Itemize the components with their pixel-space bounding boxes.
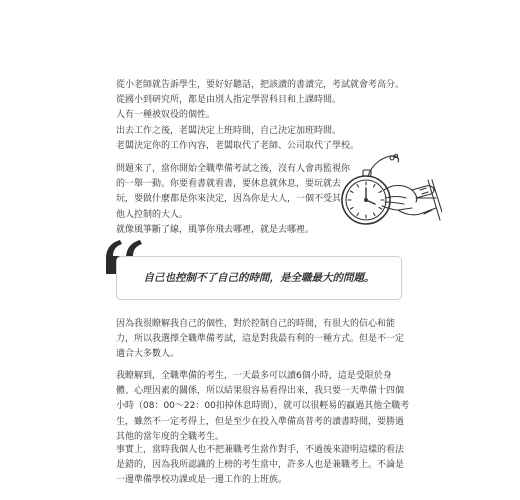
text-line: 適合大多數人。 [116, 349, 180, 360]
text-line: 是錯的，因為我所認識的上榜的考生當中，許多人也是兼職考上。不論是 [116, 460, 405, 471]
paragraph-choice [116, 317, 404, 363]
text-line: 生，雖然不一定考得上，但是至少在投入準備高普考的讀書時間，要勝過 [116, 416, 405, 427]
pocket-watch-illustration [332, 150, 442, 240]
paragraph-intro [116, 78, 404, 154]
text-line: 力，所以我選擇全職準備考試，這是對我最有利的一種方式。但是不一定 [116, 334, 405, 345]
text-line: 體、心理因素的關係，所以結果很容易看得出來，我只要一天準備十四個 [116, 386, 405, 397]
paragraph-study-hours [116, 369, 409, 445]
text-line: 從小老師就告訴學生，要好好聽話，把該讀的書讀完，考試就會考高分。 [116, 80, 405, 90]
text-line: 玩，要做什麼都是你來決定，因為你是大人，一個不受其 [116, 194, 342, 205]
text-line: 的一舉一動。你要看書就看書，要休息就休息，要玩就去 [116, 179, 342, 190]
text-line: 一邊準備學校功課或是一邊工作的上班族。 [116, 475, 288, 486]
text-line: 小時（08：00～22：00扣掉休息時間），就可以很輕易的贏過其他全職考 [116, 401, 410, 412]
text-line: 出去工作之後，老闆決定上班時間，自己決定加班時間。 [116, 125, 342, 136]
text-line: 我瞭解到，全職準備的考生，一天最多可以讀6個小時，這是受限於身 [116, 371, 392, 381]
paragraph-part-time [116, 443, 404, 489]
text-line: 老闆決定你的工作內容，老闆取代了老師、公司取代了學校。 [116, 140, 360, 151]
text-line: 事實上，當時我個人也不把兼職考生當作對手，不過後來證明這樣的看法 [116, 445, 405, 455]
text-line: 因為我很瞭解我自己的個性，對於控制自己的時間，有很大的信心和能 [116, 319, 396, 329]
pull-quote-text: 自己也控制不了自己的時間，是全職最大的問題。 [143, 272, 375, 284]
text-line: 人有一種被奴役的個性。 [116, 110, 216, 121]
text-line: 其他的當年度的全職考生。 [116, 431, 225, 442]
pull-quote-box [116, 256, 402, 300]
text-line: 從國小到研究所，都是由別人指定學習科目和上課時間。 [116, 95, 342, 106]
text-line: 就像風箏斷了線，風箏你飛去哪裡，就是去哪裡。 [116, 224, 315, 235]
text-line: 他人控制的大人。 [116, 209, 189, 220]
text-line: 問題來了，當你開始全職準備考試之後，沒有人會再監視你 [116, 164, 351, 174]
paragraph-problem [116, 162, 350, 238]
